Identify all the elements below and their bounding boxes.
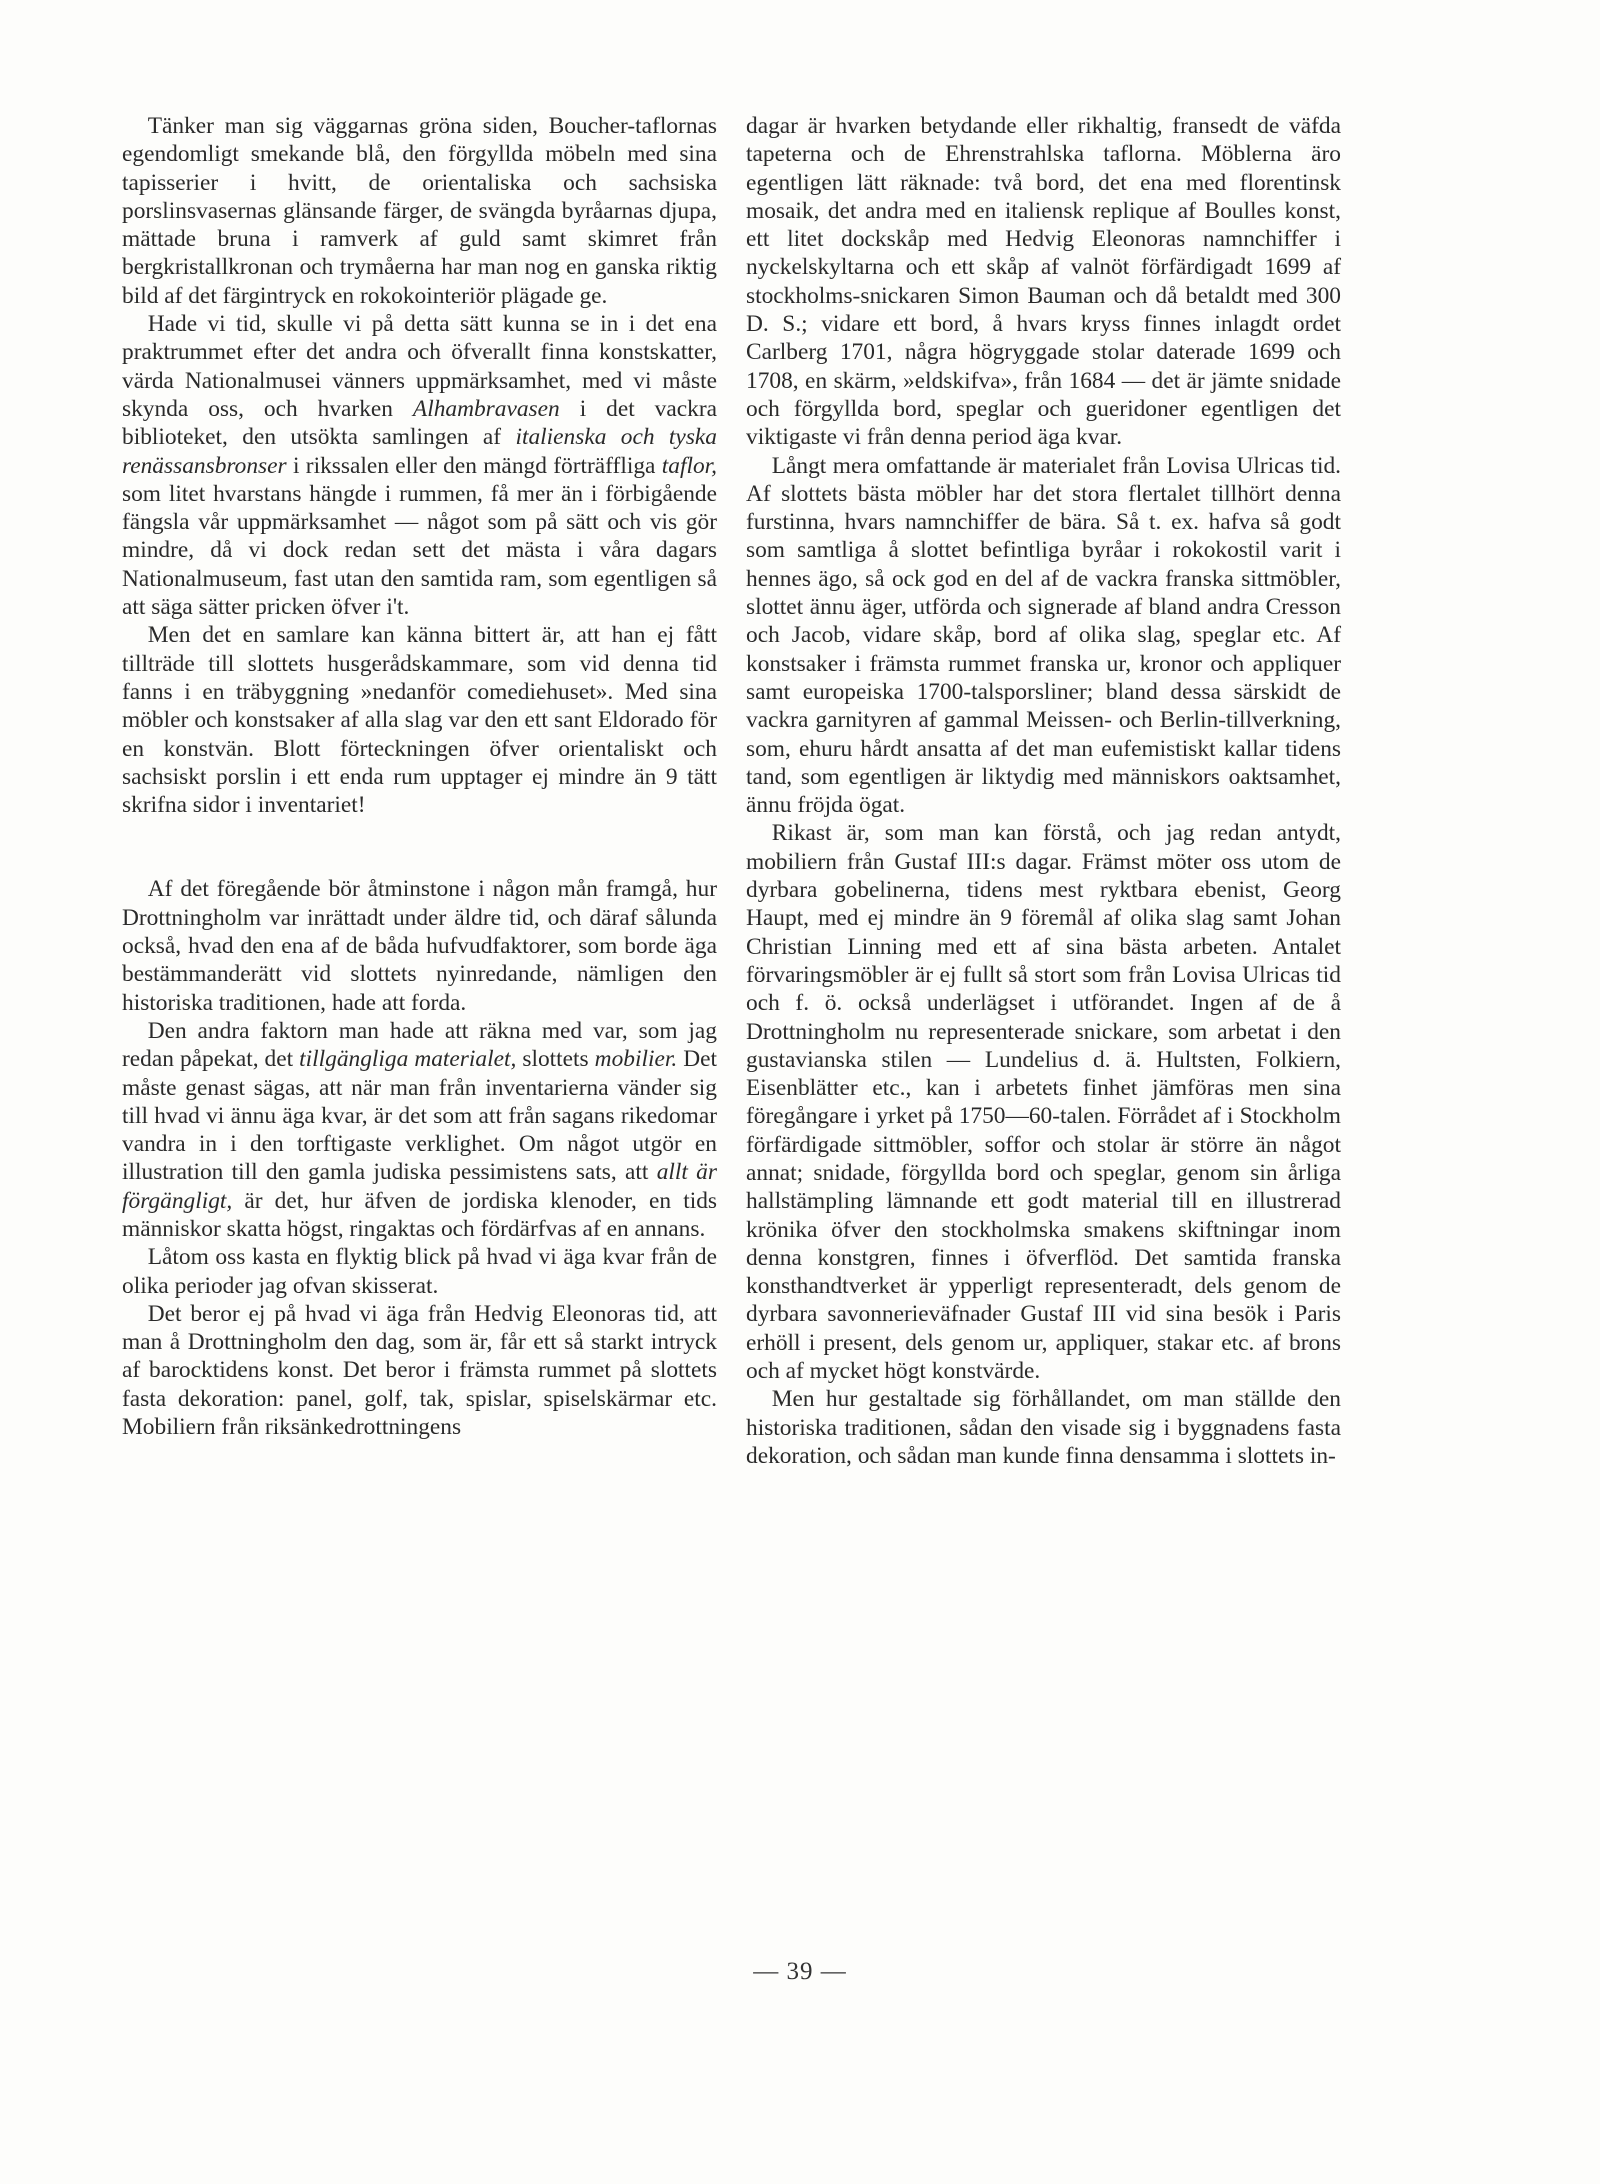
paragraph: Af det föregående bör åtminstone i någon mån framgå, hur Drottningholm var inrättadt under äldre tid, och däraf sålunda också, hvad den ena af de båda hufvudfaktorer, som borde äga bestämmanderätt vid slottets nyinredande, nämligen den historiska traditionen, hade att forda. [122,876,717,1016]
paragraph: Men hur gestaltade sig förhållandet, om man ställde den historiska traditionen, sådan den visade sig i byggnadens fasta dekoration, och sådan man kunde finna densamma i slottets in- [746,1386,1341,1469]
italic-phrase: Alhambravasen [412,395,560,422]
paragraph: Det beror ej på hvad vi äga från Hedvig Eleonoras tid, att man å Drottningholm den dag, som är, får ett så starkt intryck af barocktidens konst. Det beror i främsta rummet på slottets fasta dekoration: panel, golf, tak, spislar, spiselskärmar etc. Mobiliern från riksänkedrottningens [122,1300,717,1441]
italic-phrase: italienska och tyska renässansbronser [122,424,717,479]
paragraph: Långt mera omfattande är materialet från Lovisa Ulricas tid. Af slottets bästa möbler har det stora flertalet tillhört denna furstinna, hvars namnchiffer de bära. Så t. ex. hafva så godt som samtliga å slottet befintliga byråar i rokokostil varit i hennes ägo, så ock god en del af de vackra franska sittmöbler, slottet ännu äger, utförda och signerade af bland andra Cresson och Jacob, vidare skåp, bord af olika slag, speglar etc. Af konstsaker i främsta rummet franska ur, kronor och appliquer samt europeiska 1700-talsporsliner; bland dessa särskidt de vackra garnityren af gammal Meissen- och Berlin-tillverkning, som, ehuru hårdt ansatta af det man eufemistiskt kallar tidens tand, som egentligen är liktydig med människors oaktsamhet, ännu fröjda ögat. [746,452,1341,819]
paragraph: Den andra faktorn man hade att räkna med var, som jag redan påpekat, det tillgängliga materialet, slottets mobilier. Det måste genast sägas, att när man från inventarierna vänder sig till hvad vi ännu äga kvar, är det som att från sagans rikedomar vandra in i den torftigaste verklighet. Om något utgör en illustration till den gamla judiska pessimistens sats, att allt är förgängligt, är det, hur äfven de jordiska klenoder, en tids människor skatta högst, ringaktas och fördärfvas af en annans. [122,1017,717,1242]
italic-phrase: taflor, [661,452,717,479]
paragraph: Låtom oss kasta en flyktig blick på hvad vi äga kvar från de olika perioder jag ofvan skisserat. [122,1244,717,1299]
paragraph: Hade vi tid, skulle vi på detta sätt kunna se in i det ena praktrummet efter det andra och öfverallt finna konstskatter, värda Nationalmusei vänners uppmärksamhet, med vi måste skynda oss, och hvarken Alhambravasen i det vackra biblioteket, den utsökta samlingen af italienska och tyska renässansbronser i rikssalen eller den mängd förträffliga taflor, som litet hvarstans hängde i rummen, få mer än i förbigående fängsla vår uppmärksamhet — något som på sätt och vis gör mindre, då vi dock redan sett det mästa i våra dagars Nationalmuseum, fast utan den samtida ram, som egentligen så att säga sätter pricken öfver i't. [122,311,717,621]
page-number: — 39 — [753,1958,847,1985]
left-text-column [122,112,717,1441]
paragraph: Rikast är, som man kan förstå, och jag redan antydt, mobiliern från Gustaf III:s dagar. Främst möter oss utom de dyrbara gobelinerna, tidens mest ryktbara ebenist, Georg Haupt, med ej mindre än 9 föremål af olika slag samt Johan Christian Linning med ett af sina bästa arbeten. Antalet förvaringsmöbler är ej fullt så stort som från Lovisa Ulricas tid och f. ö. också underlägset i utförandet. Ingen af de å Drottningholm nu representerade snickare, som arbetat i den gustavianska stilen — Lundelius d. ä. Hultsten, Folkiern, Eisenblätter etc., kan i arbetets finhet jämföras men sina föregångare i yrket på 1750—60-talen. Förrådet af i Stockholm förfärdigade sittmöbler, soffor och stolar är större än något annat; snidade, förgyllda bord och speglar, genom sin årliga hallstämpling lämnande ett godt material till en illustrerad krönika öfver den stockholmska smakens skiftningar inom denna konstgren, finnes i öfverflöd. Det samtida franska konsthandtverket är ypperligt representeradt, dels genom de dyrbara savonnerieväfnader Gustaf III vid sina besök i Paris erhöll i present, dels genom ur, appliquer, stakar etc. af brons och af mycket högt konstvärde. [746,820,1341,1385]
italic-phrase: allt är förgängligt, [122,1159,717,1214]
paragraph-continued: dagar är hvarken betydande eller rikhaltig, fransedt de väfda tapeterna och de Ehrenstrahlska taflorna. Möblerna äro egentligen lätt räknade: två bord, det ena med florentinsk mosaik, det andra med en italiensk replique af Boulles konst, ett litet dockskåp med Hedvig Eleonoras namnchiffer i nyckelskyltarna och ett skåp af valnöt förfärdigadt 1699 af stockholms-snickaren Simon Bauman och då betaldt med 300 D. S.; vidare ett bord, å hvars kryss finnes inlagdt ordet Carlberg 1701, några högryggade stolar daterade 1699 och 1708, en skärm, »eldskifva», från 1684 — det är jämte snidade och förgyllda bord, speglar och gueridoner egentligen det viktigaste vi från denna period äga kvar. [746,113,1341,451]
italic-phrase: mobilier. [594,1046,678,1073]
italic-phrase: tillgängliga materialet, [299,1046,517,1073]
right-text-column [746,112,1341,1470]
paragraph: Men det en samlare kan känna bittert är, att han ej fått tillträde till slottets husgerådskammare, som vid denna tid fanns i en träbyggning »nedanför comediehuset». Med sina möbler och konstsaker af alla slag var den ett sant Eldorado för en konstvän. Blott förteckningen öfver orientaliskt och sachsiskt porslin i ett enda rum upptager ej mindre än 9 tätt skrifna sidor i inventariet! [122,622,717,819]
paragraph: Tänker man sig väggarnas gröna siden, Boucher-taflornas egendomligt smekande blå, den förgyllda möbeln med sina tapisserier i hvitt, de orientaliska och sachsiska porslinsvasernas glänsande färger, de svängda byråarnas djupa, mättade bruna i ramverk af guld samt skimret från bergkristallkronan och trymåerna har man nog en ganska riktig bild af det färgintryck en rokokointeriör plägade ge. [122,113,717,309]
